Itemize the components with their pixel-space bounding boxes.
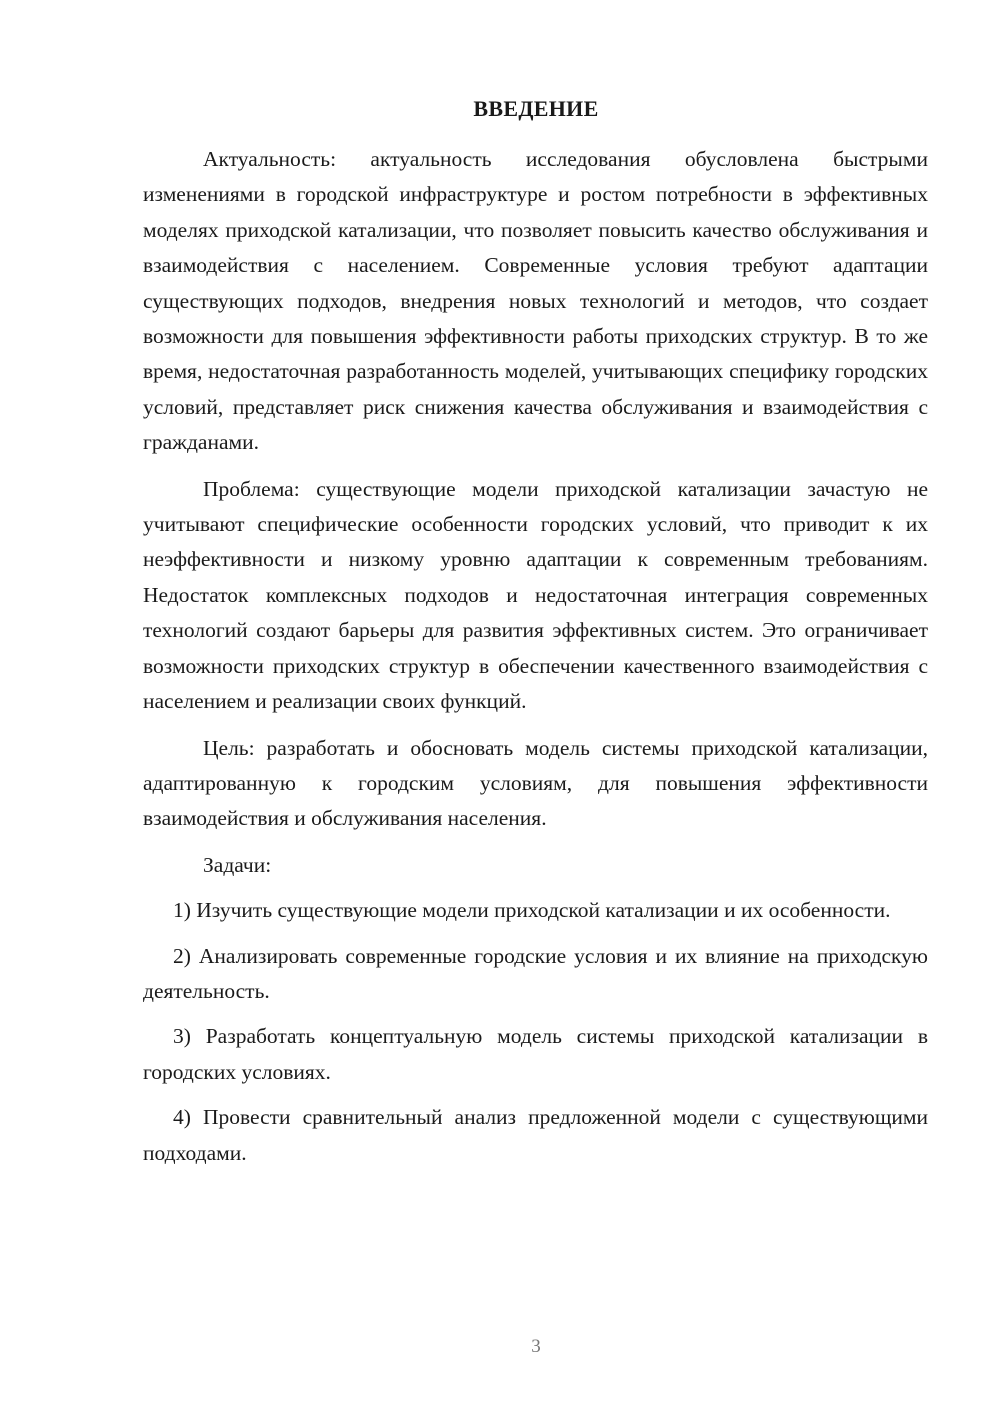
task-item-2: 2) Анализировать современные городские условия и их влияние на приходскую деятельность. <box>143 943 928 1003</box>
relevance-paragraph: Актуальность: актуальность исследования обусловлена быстрыми изменениями в городской инфраструктуре и ростом потребности в эффективных моделях приходской катализации, что позволяет повысить качество обслуживания и взаимодействия с населением. Современные условия требуют адаптации существующих подходов, внедрения новых технологий и методов, что создает возможности для повышения эффективности работы приходских структур. В то же время, недостаточная разработанность моделей, учитывающих специфику городских условий, представляет риск снижения качества обслуживания и взаимодействия с гражданами. <box>143 147 928 455</box>
tasks-heading: Задачи: <box>203 852 272 877</box>
document-body <box>143 142 928 1171</box>
goal-paragraph: Цель: разработать и обосновать модель системы приходской катализации, адаптированную к городским условиям, для повышения эффективности взаимодействия и обслуживания населения. <box>143 735 928 831</box>
problem-paragraph: Проблема: существующие модели приходской катализации зачастую не учитывают специфические особенности городских условий, что приводит к их неэффективности и низкому уровню адаптации к современным требованиям. Недостаток комплексных подходов и недостаточная интеграция современных технологий создают барьеры для развития эффективных систем. Это ограничивает возможности приходских структур в обеспечении качественного взаимодействия с населением и реализации своих функций. <box>143 476 928 714</box>
section-heading: ВВЕДЕНИЕ <box>473 96 599 121</box>
page-number: 3 <box>531 1336 541 1357</box>
task-item-1: 1) Изучить существующие модели приходской катализации и их особенности. <box>173 898 891 923</box>
task-item-4: 4) Провести сравнительный анализ предложенной модели с существующими подходами. <box>143 1105 928 1165</box>
task-item-3: 3) Разработать концептуальную модель системы приходской катализации в городских условиях. <box>143 1024 928 1084</box>
